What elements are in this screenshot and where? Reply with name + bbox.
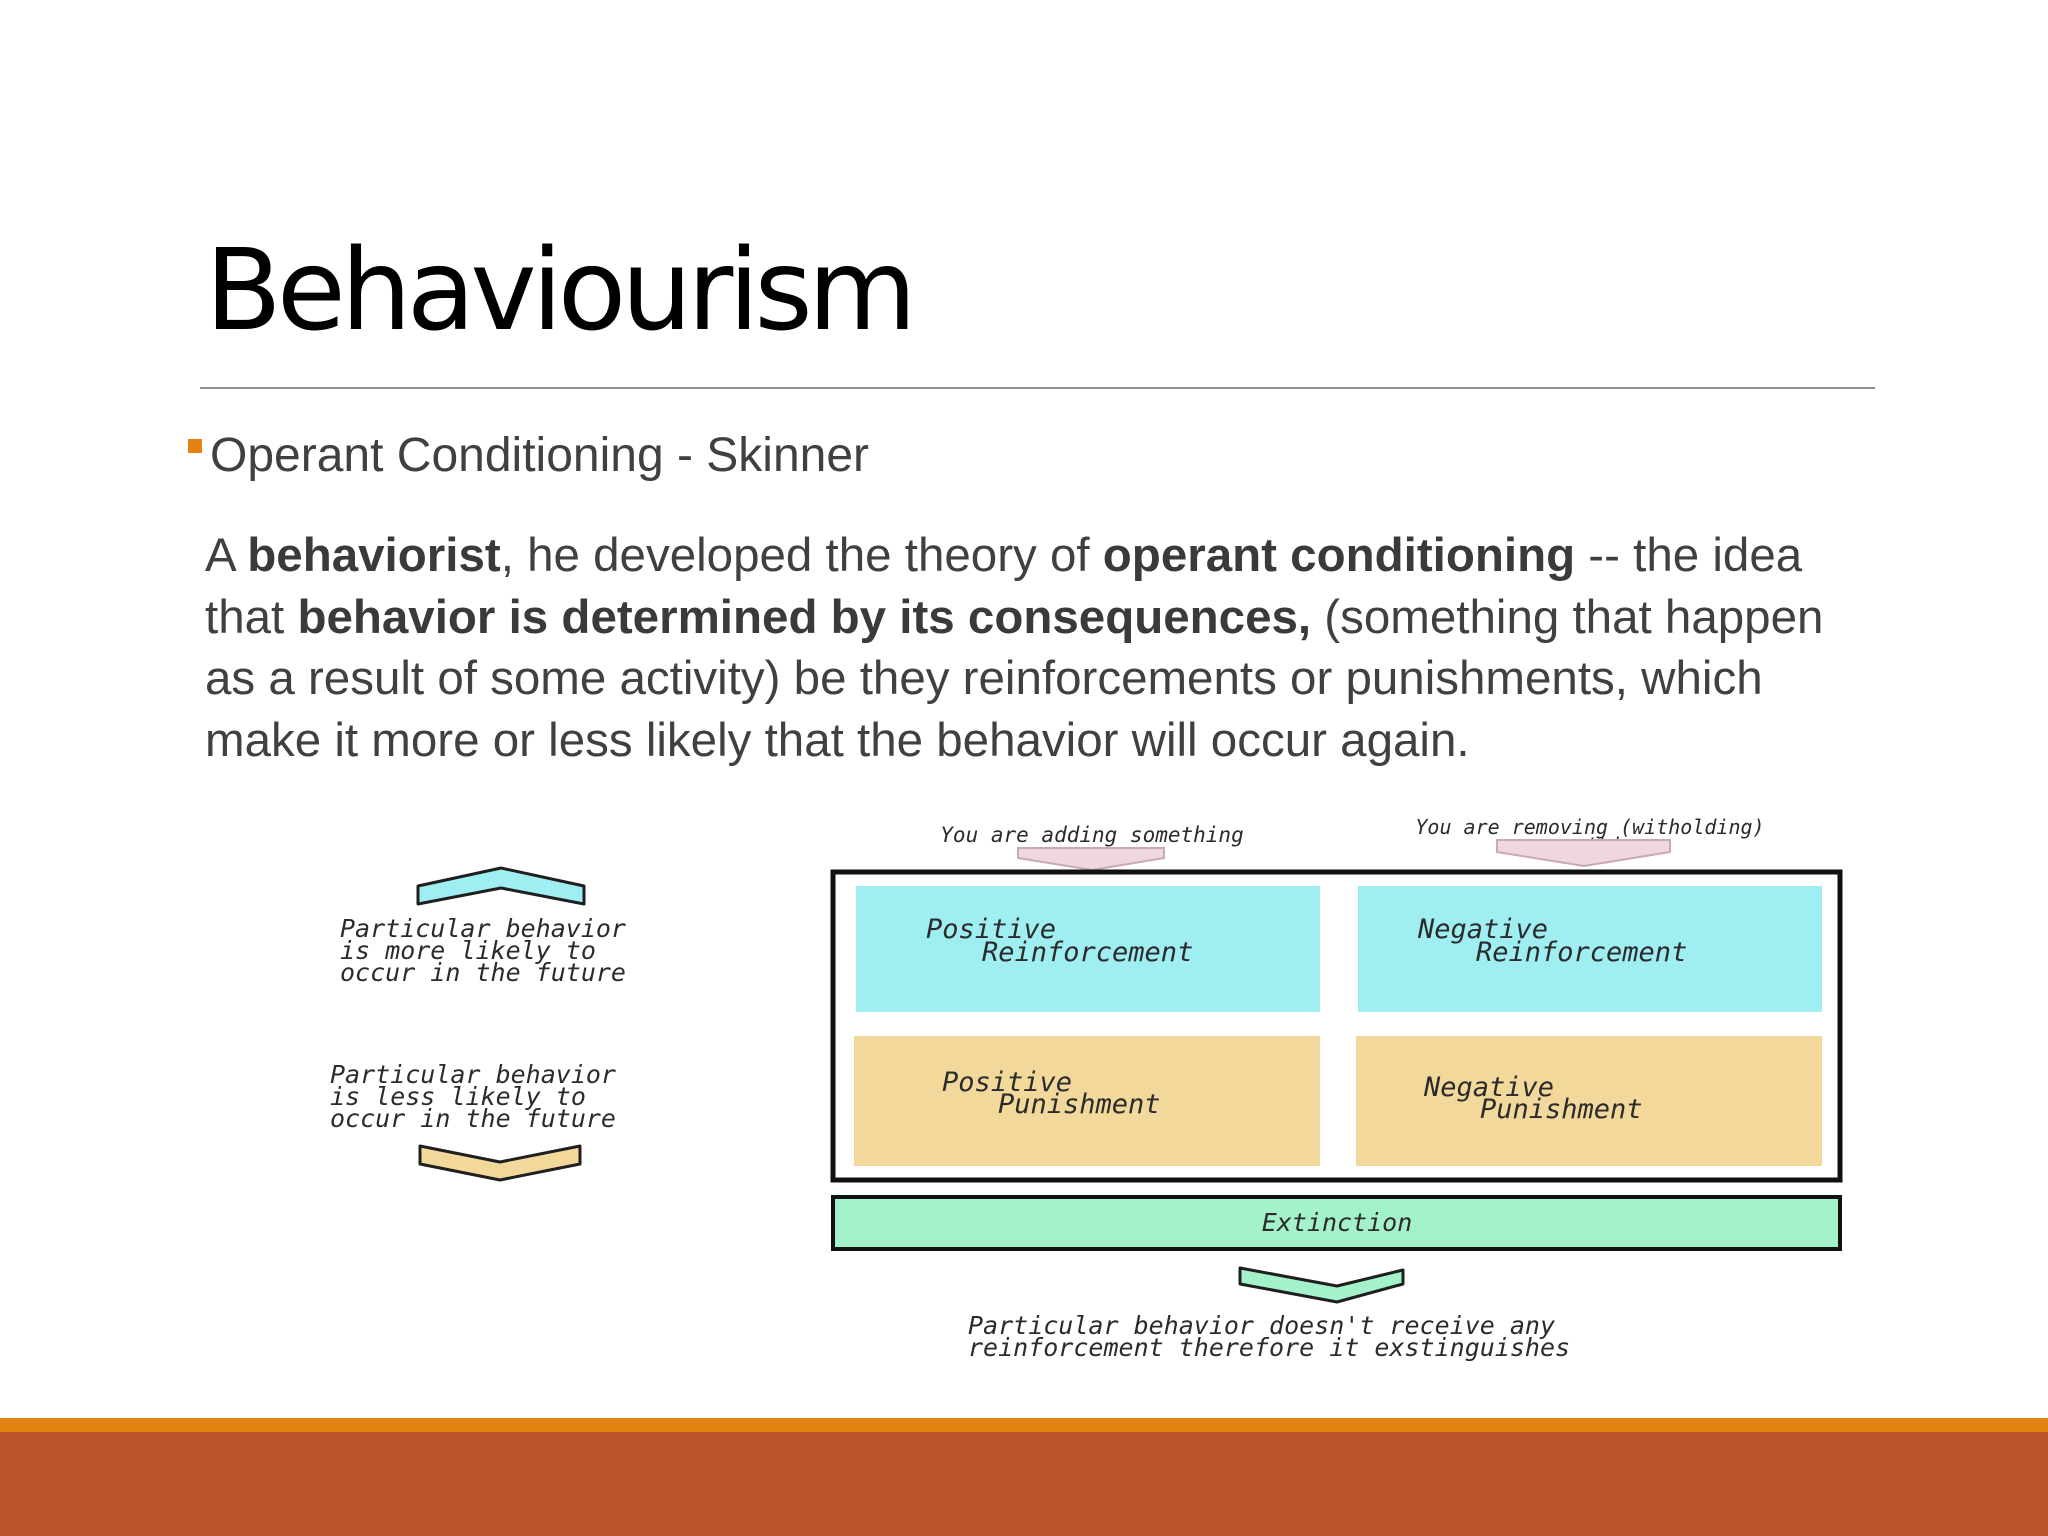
up-chevron-icon [418,868,584,904]
paragraph-bold-operant-conditioning: operant conditioning [1102,529,1576,582]
more-likely-line2: is more likely to [340,936,596,965]
positive-reinforcement-line2: Reinforcement [982,937,1194,968]
paragraph-bold-behaviorist: behaviorist [247,529,501,582]
paragraph-text-4: (something that happen as a result of some activity) be they reinforcements or punishments, which make it more or less likely that the behavior will occur again. [205,590,1824,767]
down-chevron-icon [420,1146,580,1180]
positive-punishment-line1: Positive [942,1067,1073,1098]
extinction-chevron-icon [1240,1268,1403,1302]
adding-arrow-icon [1018,848,1164,870]
more-likely-line3: occur in the future [340,958,626,987]
footer-bar [0,1432,2048,1536]
less-likely-line2: is less likely to [330,1082,586,1111]
bullet-text: Operant Conditioning - Skinner [210,428,870,482]
footer-accent-stripe [0,1418,2048,1432]
paragraph-bold-consequences: behavior is determined by its consequences, [297,590,1312,644]
positive-reinforcement-line1: Positive [926,914,1057,945]
positive-punishment-line2: Punishment [998,1089,1161,1120]
negative-reinforcement-line1: Negative [1418,914,1549,945]
less-likely-line1: Particular behavior [330,1060,616,1089]
less-likely-line3: occur in the future [330,1104,616,1133]
extinction-caption-line2: reinforcement therefore it exstinguishes [968,1333,1571,1362]
extinction-label: Extinction [1261,1208,1413,1237]
paragraph-text-2: , he developed the theory of [500,529,1103,582]
removing-arrow-icon [1497,840,1670,866]
paragraph-text-3: -- the idea that [205,529,1803,644]
label-removing-line1: You are removing (witholding) [1415,815,1765,839]
negative-punishment-line1: Negative [1424,1072,1555,1103]
slide-title: Behaviourism [205,226,912,356]
paragraph-text-1: A [205,529,248,582]
extinction-caption-line1: Particular behavior doesn't receive any [968,1311,1555,1340]
negative-reinforcement-line2: Reinforcement [1476,937,1688,968]
more-likely-line1: Particular behavior [340,914,626,943]
label-adding-something: You are adding something [940,823,1244,847]
negative-punishment-line2: Punishment [1480,1094,1643,1125]
